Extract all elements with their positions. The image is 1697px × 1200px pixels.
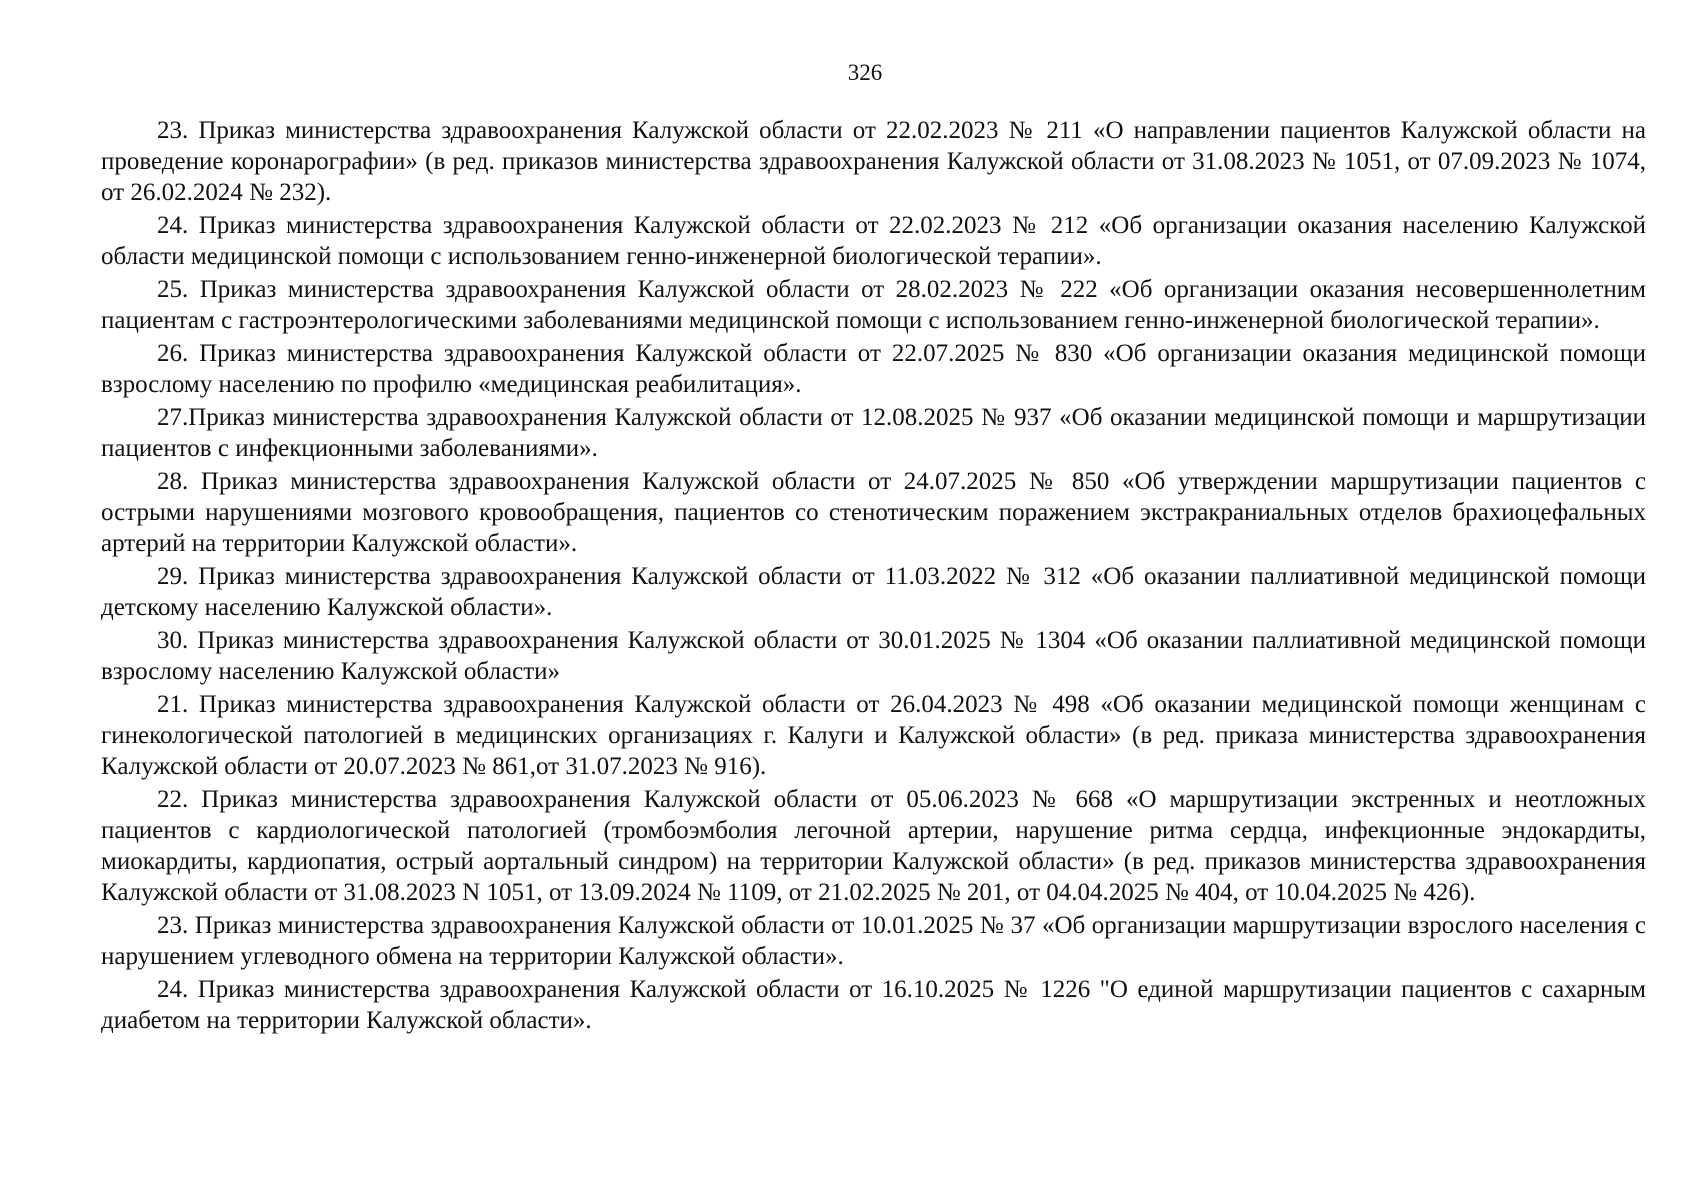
paragraph-21-gynecology: 21. Приказ министерства здравоохранения Калужской области от 26.04.2023 № 498 «Об оказании медицинской помощи женщинам с гинекологической патологией в медицинских организациях г. Калуги и Калужской области» (в ред. приказа министерства здравоохранения Калужской области от 20.07.2023 № 861,от 31.07.2023 № 916). — [101, 691, 1646, 780]
paragraph-26-rehabilitation: 26. Приказ министерства здравоохранения Калужской области от 22.07.2025 № 830 «Об организации оказания медицинской помощи взрослому населению по профилю «медицинская реабилитация». — [101, 340, 1646, 398]
paragraph-29-palliative-children: 29. Приказ министерства здравоохранения Калужской области от 11.03.2022 № 312 «Об оказании паллиативной медицинской помощи детскому населению Калужской области». — [101, 563, 1646, 621]
paragraph-23-carbohydrate: 23. Приказ министерства здравоохранения Калужской области от 10.01.2025 № 37 «Об организации маршрутизации взрослого населения с нарушением углеводного обмена на территории Калужской области». — [101, 912, 1646, 970]
paragraph-28-stroke-routing: 28. Приказ министерства здравоохранения Калужской области от 24.07.2025 № 850 «Об утверждении маршрутизации пациентов с острыми нарушениями мозгового кровообращения, пациентов со стенотическим поражением экстракраниальных отделов брахиоцефальных артерий на территории Калужской области». — [101, 468, 1646, 557]
paragraph-22-cardiology: 22. Приказ министерства здравоохранения Калужской области от 05.06.2023 № 668 «О маршрутизации экстренных и неотложных пациентов с кардиологической патологией (тромбоэмболия легочной артерии, нарушение ритма сердца, инфекционные эндокардиты, миокардиты, кардиопатия, острый аортальный синдром) на территории Калужской области» (в ред. приказов министерства здравоохранения Калужской области от 31.08.2023 N 1051, от 13.09.2024 № 1109, от 21.02.2025 № 201, от 04.04.2025 № 404, от 10.04.2025 № 426). — [101, 786, 1646, 906]
paragraph-27-infectious: 27.Приказ министерства здравоохранения Калужской области от 12.08.2025 № 937 «Об оказании медицинской помощи и маршрутизации пациентов с инфекционными заболеваниями». — [101, 404, 1646, 462]
paragraph-25-gastro-minors: 25. Приказ министерства здравоохранения Калужской области от 28.02.2023 № 222 «Об организации оказания несовершеннолетним пациентам с гастроэнтерологическими заболеваниями медицинской помощи с использованием генно-инженерной биологической терапии». — [101, 276, 1646, 334]
paragraph-24-diabetes: 24. Приказ министерства здравоохранения Калужской области от 16.10.2025 № 1226 "О единой маршрутизации пациентов с сахарным диабетом на территории Калужской области». — [101, 976, 1646, 1034]
paragraph-23-coronarography: 23. Приказ министерства здравоохранения Калужской области от 22.02.2023 № 211 «О направлении пациентов Калужской области на проведение коронарографии» (в ред. приказов министерства здравоохранения Калужской области от 31.08.2023 № 1051, от 07.09.2023 № 1074, от 26.02.2024 № 232). — [101, 117, 1646, 206]
paragraph-24-gene-therapy: 24. Приказ министерства здравоохранения Калужской области от 22.02.2023 № 212 «Об организации оказания населению Калужской области медицинской помощи с использованием генно-инженерной биологической терапии». — [101, 212, 1646, 270]
document-body — [101, 115, 1646, 1038]
paragraph-30-palliative-adults: 30. Приказ министерства здравоохранения Калужской области от 30.01.2025 № 1304 «Об оказании паллиативной медицинской помощи взрослому населению Калужской области» — [101, 627, 1646, 685]
page-number: 326 — [847, 60, 883, 85]
